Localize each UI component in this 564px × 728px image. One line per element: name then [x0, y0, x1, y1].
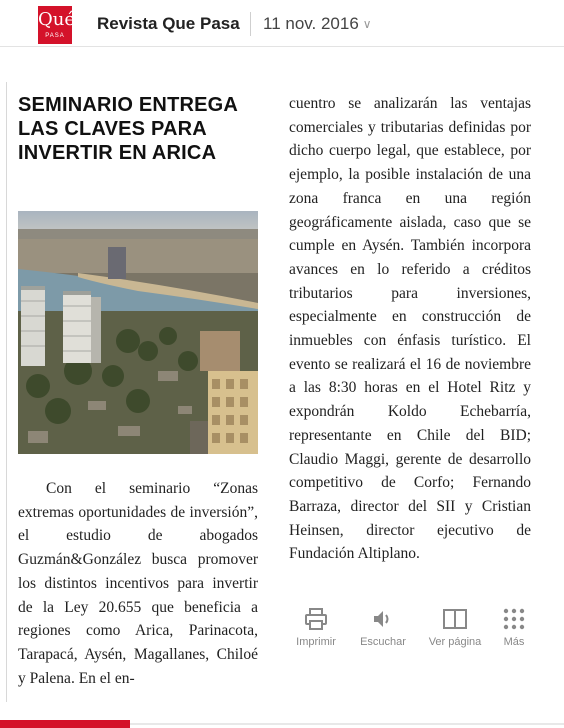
- publication-name[interactable]: Revista Que Pasa: [97, 14, 240, 33]
- issue-date: 11 nov. 2016: [263, 14, 359, 33]
- listen-button[interactable]: [355, 608, 411, 648]
- page-view-button[interactable]: [425, 608, 485, 648]
- open-book-icon: [442, 608, 468, 630]
- article-photo: [18, 211, 258, 454]
- progress-track: [130, 723, 564, 725]
- printer-icon: [304, 608, 328, 630]
- top-bar: [0, 0, 564, 47]
- grid-dots-icon: [503, 608, 525, 630]
- logo-text: Qué: [38, 9, 76, 30]
- speaker-icon: [371, 608, 395, 630]
- print-label: Imprimir: [296, 636, 336, 648]
- article-actions: [289, 608, 539, 658]
- issue-date-select[interactable]: [263, 14, 372, 34]
- article-title: SEMINARIO ENTREGA LAS CLAVES PARA INVERTIR EN ARICA: [18, 94, 238, 164]
- publication-logo[interactable]: [38, 6, 76, 44]
- header-divider: [250, 12, 251, 36]
- article-paragraph-continued: cuentro se analizarán las ventajas comerciales y tributarias definidas por dicho cuerpo legal, que establece, por ejemplo, la posible instalación de una zona franca en una región geográficamente aislada, caso que se cumple en Aysén. También incorpora avances en lo referido a créditos tributarios para inversiones, especialmente en construcción de inmuebles con énfasis turístico. El evento se realizará el 16 de noviembre a las 8:30 horas en el Hotel Ritz y expondrán Koldo Echebarría, representante en Chile del BID; Claudio Maggi, gerente de desarrollo competitivo de Corfo; Fernando Barraza, director del SII y Cristian Heinsen, director ejecutivo de Fundación Altiplano.: [289, 95, 531, 563]
- more-button[interactable]: [499, 608, 529, 648]
- article-paragraph: Con el seminario “Zonas extremas oportunidades de inversión”, el estudio de abogados Guzmán&González busca promover los distintos incentivos para invertir de la Ley 20.655 que beneficia a regiones como Arica, Parinacota, Tarapacá, Aysén, Magallanes, Chiloé y Palena. En el en-: [18, 480, 258, 687]
- reading-progress-bar: [0, 720, 130, 728]
- print-button[interactable]: [289, 608, 343, 648]
- page-edge-rule: [6, 82, 7, 702]
- more-label: Más: [503, 636, 525, 648]
- listen-label: Escuchar: [360, 636, 406, 648]
- logo-subtext: PASA: [45, 33, 65, 39]
- page-view-label: Ver página: [428, 636, 482, 648]
- article-column-1: [18, 477, 258, 690]
- chevron-down-icon: ∨: [362, 17, 372, 31]
- article-column-2: [289, 92, 531, 566]
